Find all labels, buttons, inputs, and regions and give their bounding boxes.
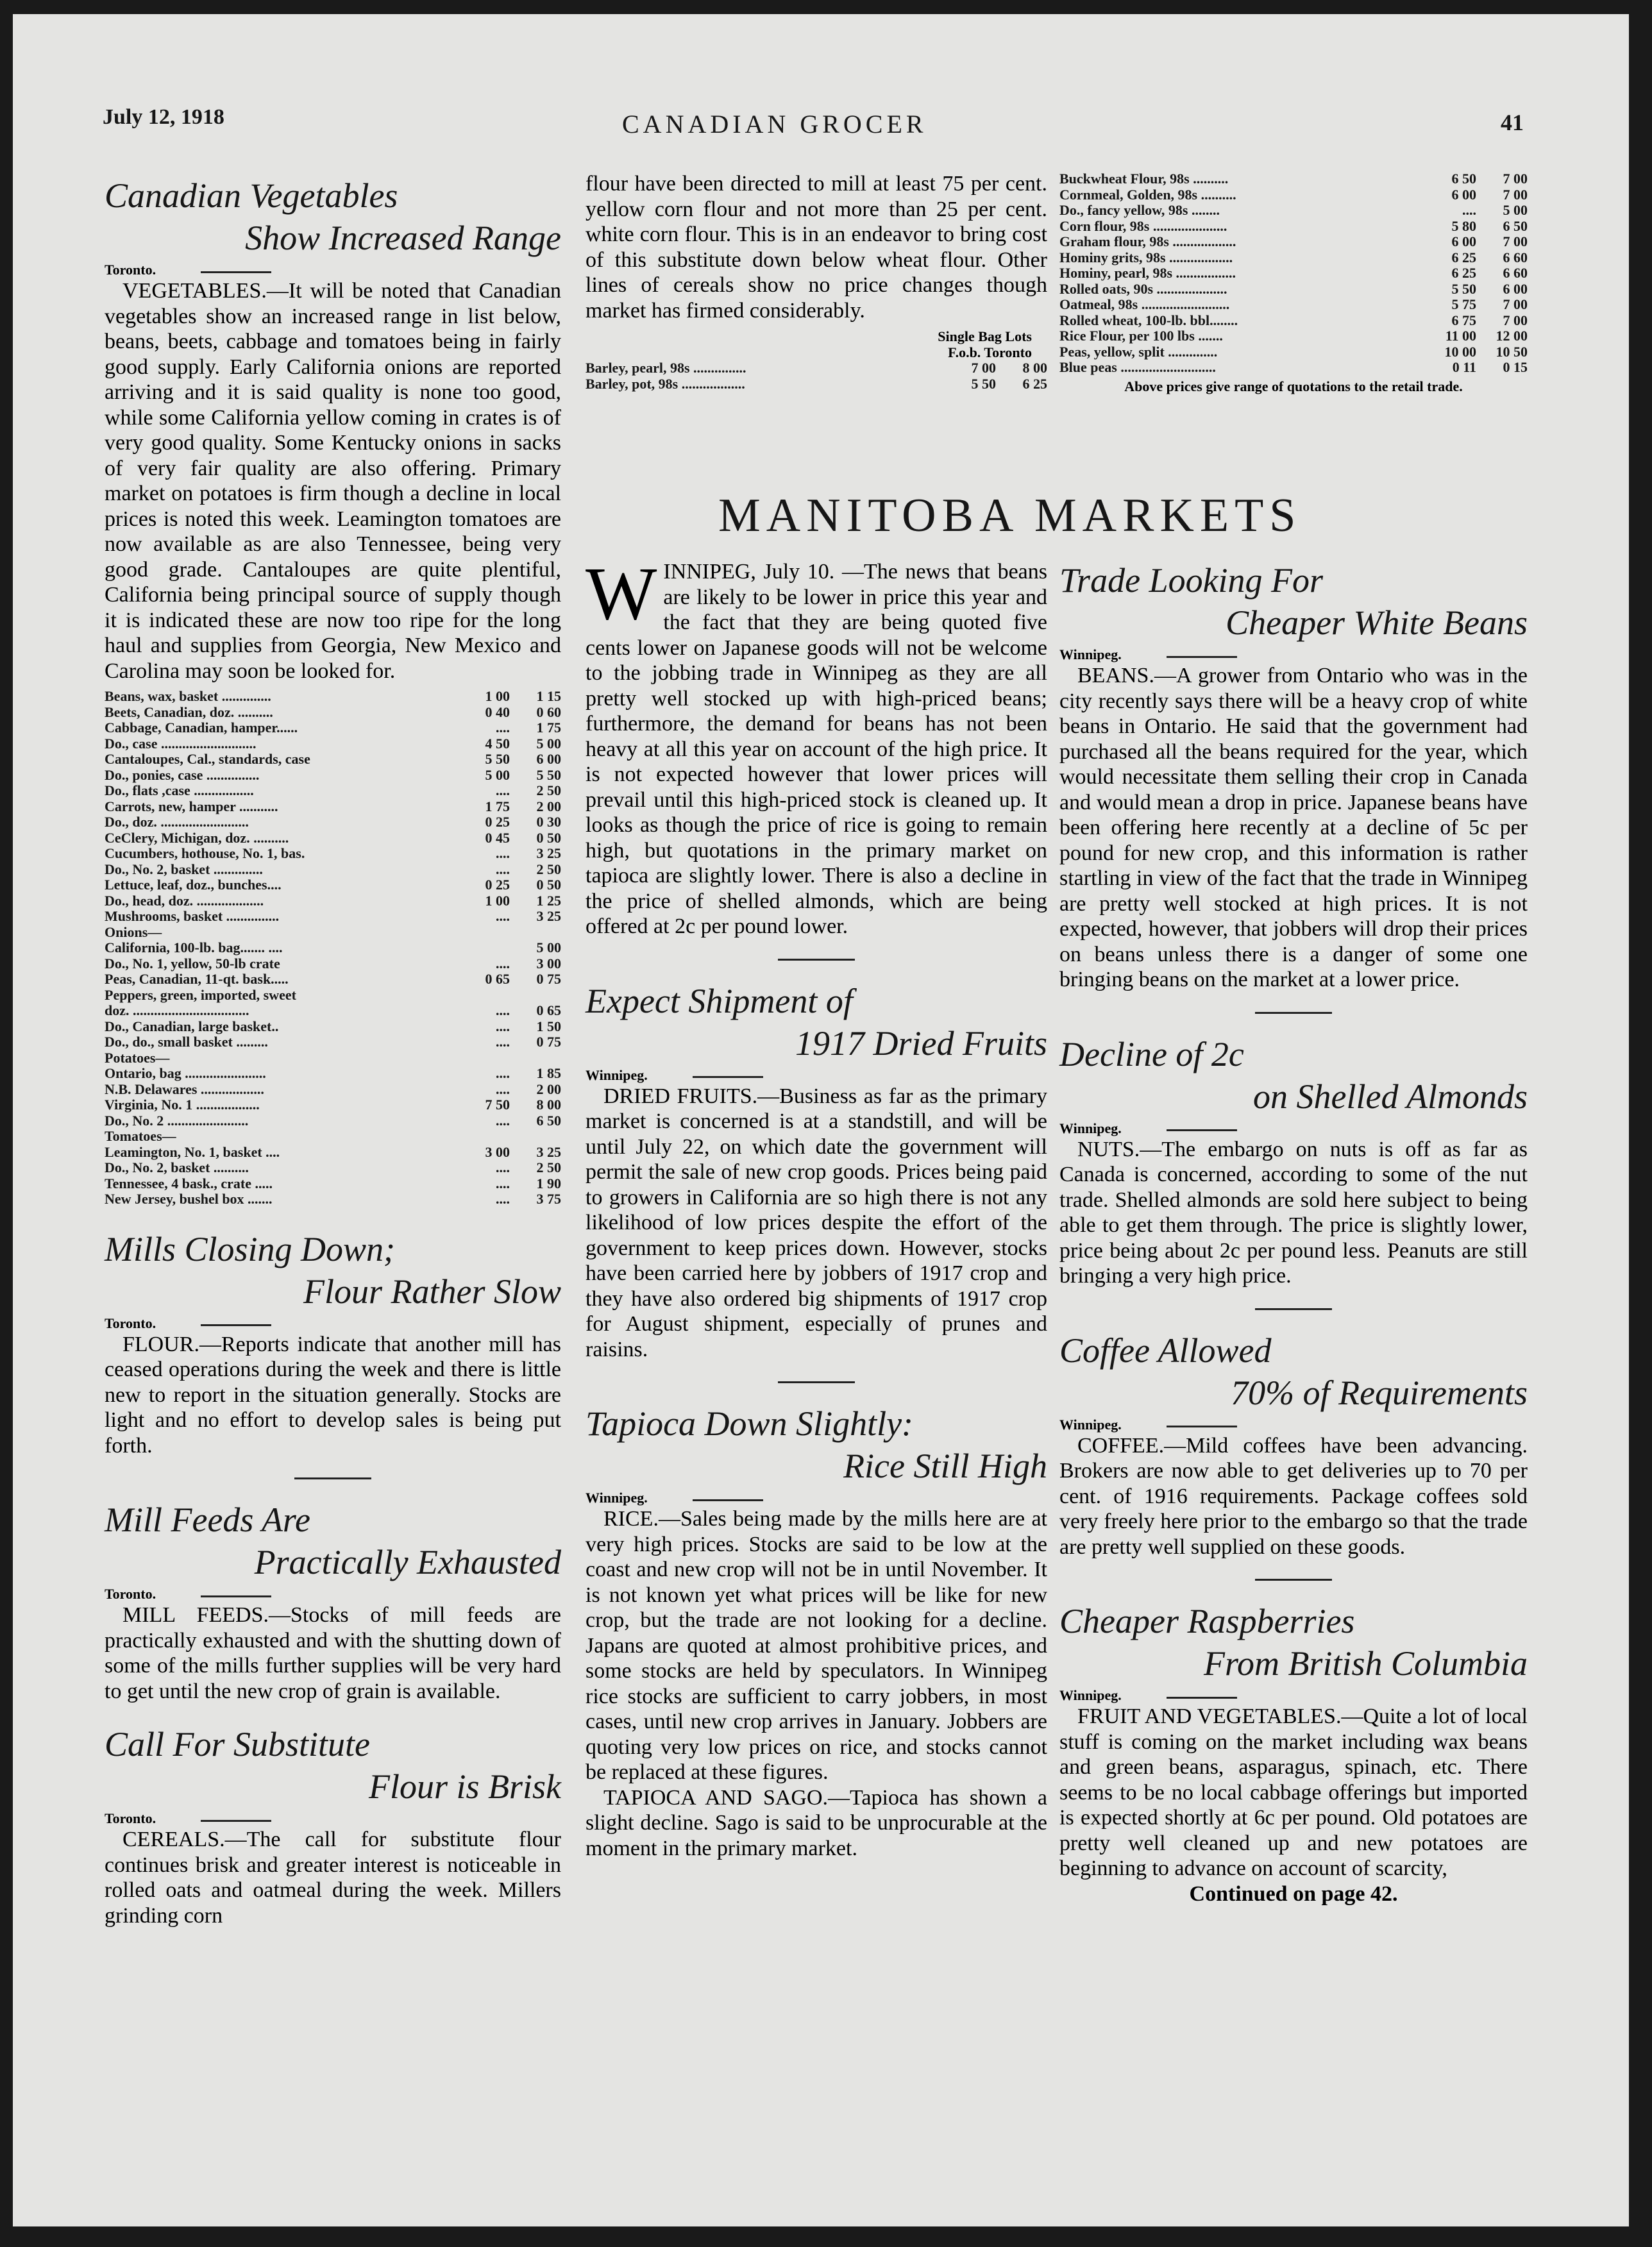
divider <box>294 1477 371 1479</box>
price-value: 0 75 <box>536 971 561 987</box>
price-value: 0 50 <box>536 829 561 846</box>
price-row <box>105 1160 561 1176</box>
price-value: 6 60 <box>1503 265 1528 281</box>
item-label: Rice Flour, per 100 lbs ....... <box>1059 328 1223 344</box>
item-label: Buckwheat Flour, 98s .......... <box>1059 171 1229 187</box>
item-label: Do., flats ,case ................. <box>105 783 254 798</box>
continued-note: Continued on page 42. <box>1189 1881 1398 1906</box>
price-value: 3 25 <box>536 845 561 861</box>
price-value <box>459 925 510 941</box>
price-row <box>105 1019 561 1035</box>
price-value: 0 40 <box>485 703 510 720</box>
price-value <box>510 988 561 1004</box>
price-row <box>1059 328 1528 344</box>
price-value: 6 00 <box>1451 233 1476 249</box>
item-label: Cucumbers, hothouse, No. 1, bas. <box>105 846 305 861</box>
price-value: .... <box>496 1002 510 1018</box>
article-body: COFFEE.—Mild coffees have been advancing. Brokers are now able to get deliveries up to 70 per cent. of 1916 requirements. Package coffees sold very freely here prior to the embargo so that the trade are pretty well supplied on these goods. <box>1059 1433 1528 1559</box>
price-value: 0 30 <box>536 814 561 830</box>
column-middle-top <box>586 171 1047 392</box>
price-value: .... <box>496 845 510 861</box>
item-label: doz. ................................. <box>105 1003 249 1018</box>
price-value: 8 00 <box>536 1097 561 1113</box>
price-row <box>105 956 561 972</box>
flour-price-table <box>1059 171 1528 376</box>
price-value: 0 65 <box>536 1002 561 1018</box>
price-value: 6 00 <box>1503 280 1528 297</box>
price-row <box>105 893 561 909</box>
price-value: 6 50 <box>1503 217 1528 234</box>
article-body: CEREALS.—The call for substitute flour continues brisk and greater interest is noticeable in rolled oats and oatmeal during the week. Millers grinding corn <box>105 1828 561 1928</box>
article-body: DRIED FRUITS.—Business as far as the primary market is concerned is at a standstill, and will be until July 22, on which date the government will permit the sale of new crop goods. Prices being paid to growers in California are so high there is not any likelihood of low prices despite the effort of the government to keep prices down. However, stocks have been carried here by jobbers of 1917 crop and they have also ordered big shipments of 1917 crop for August shipment, especially of prunes and raisins. <box>586 1084 1047 1361</box>
price-row <box>1059 313 1528 329</box>
price-value: 2 50 <box>536 861 561 877</box>
price-row <box>105 705 561 721</box>
manitoba-intro: WINNIPEG, July 10. —The news that beans are likely to be lower in price this year and the fact that they are being quoted five cents lower on Japanese goods will not be welcome to the jobbing trade in Winnipeg as they are all pretty well stocked up with high-priced beans; furthermore, the demand for beans has not been heavy at all this year on account of the high price. It is not expected however that lower prices will prevail until this high-priced stock is cleaned up. It looks as though the price of rice is going to remain high, but quotations in the primary market on tapioca are slightly lower. There is also a decline in the price of shelled almonds, which are being offered at 2c per pound lower. <box>586 551 1047 938</box>
price-value <box>459 1129 510 1145</box>
section-heading: Tapioca Down Slightly: Rice Still High <box>586 1404 1047 1485</box>
price-row <box>105 925 561 941</box>
price-value: 6 25 <box>1022 375 1047 392</box>
item-label: Do., ponies, case ............... <box>105 767 260 783</box>
price-row <box>105 1129 561 1145</box>
price-value: 0 25 <box>485 877 510 893</box>
article-body: FRUIT AND VEGETABLES.—Quite a lot of local stuff is coming on the market including wax beans and green beans, asparagus, spinach, etc. There seems to be no local cabbage offerings but imported is expected shortly at 6c per pound. Old potatoes are pretty well cleaned up and new potatoes are beginning to advance on account of scarcity, Continued on page 42. <box>1059 1704 1528 1906</box>
price-value: 5 50 <box>485 751 510 767</box>
dateline: Winnipeg. <box>586 1066 648 1083</box>
issue-date: July 12, 1918 <box>103 105 224 129</box>
price-row <box>105 689 561 705</box>
price-row <box>1059 265 1528 282</box>
price-value <box>510 1050 561 1066</box>
price-row <box>105 846 561 862</box>
article-body: NUTS.—The embargo on nuts is off as far as Canada is concerned, according to some of the nut trade. Shelled almonds are sold here subject to being able to get them through. The price is slightly lower, price being about 2c per pound less. Peanuts are still bringing a very high price. <box>1059 1137 1528 1288</box>
article-body: FLOUR.—Reports indicate that another mill has ceased operations during the week and there is little new to report in the situation generally. Stocks are light and no effort to develop sales is being put forth. <box>105 1332 561 1458</box>
price-row <box>105 1082 561 1098</box>
price-value: 7 50 <box>485 1097 510 1113</box>
price-value: 10 00 <box>1444 343 1476 360</box>
item-label: Beans, wax, basket .............. <box>105 689 271 704</box>
price-value: .... <box>496 1191 510 1207</box>
price-value: 5 75 <box>1451 296 1476 312</box>
price-row <box>105 814 561 830</box>
item-label: Ontario, bag ....................... <box>105 1066 266 1081</box>
price-value: 0 60 <box>536 703 561 720</box>
price-row <box>1059 360 1528 376</box>
item-label: Do., case ........................... <box>105 736 257 752</box>
article-body: flour have been directed to mill at least 75 per cent. yellow corn flour and not more than 25 per cent. white corn flour. This is in an endeavor to bring cost of this substitute down below wheat flour. Other lines of cereals show no price changes though market has firmed considerably. <box>586 172 1047 323</box>
article-body: BEANS.—A grower from Ontario who was in the city recently says there will be a heavy crop of white beans in Ontario. He said that the government had purchased all the beans required for the year, which would necessitate them selling their crop in Canada and would mean a drop in price. Japanese beans have been offering here recently at a decline of 5c per pound for new crop, and this information is rather startling in view of the fact that the trade in Winnipeg are pretty well stocked at high prices. It is not expected, however, that jobbers will drop their prices on beans unless there is a danger of some one bringing beans on the market at a lower price. <box>1059 664 1528 991</box>
column-left <box>105 174 561 1928</box>
price-row <box>105 1097 561 1113</box>
price-row <box>105 830 561 846</box>
barley-price-table <box>586 360 1047 392</box>
drop-cap: W <box>586 551 657 635</box>
price-value: 1 00 <box>485 688 510 704</box>
price-value: 6 50 <box>1451 171 1476 187</box>
price-row <box>105 909 561 925</box>
price-value <box>510 925 561 941</box>
price-row <box>1059 344 1528 360</box>
divider <box>1255 1012 1332 1014</box>
price-value: 0 25 <box>485 814 510 830</box>
price-value: 3 00 <box>536 955 561 972</box>
item-label: Do., No. 2, basket .............. <box>105 861 263 877</box>
price-row <box>105 862 561 878</box>
dateline: Toronto. <box>105 1810 156 1826</box>
item-label: Do., do., small basket ......... <box>105 1034 268 1050</box>
item-label: Do., Canadian, large basket.. <box>105 1018 279 1034</box>
price-value: .... <box>496 1065 510 1081</box>
item-label: Potatoes— <box>105 1050 170 1066</box>
item-label: Corn flour, 98s ..................... <box>1059 218 1227 234</box>
item-label: Barley, pearl, 98s ............... <box>586 360 746 376</box>
price-value: 4 50 <box>485 735 510 752</box>
section-heading: Mill Feeds Are Practically Exhausted <box>105 1501 561 1581</box>
price-value: 6 25 <box>1451 249 1476 265</box>
price-value: 7 00 <box>1503 296 1528 312</box>
column-right-top <box>1059 171 1528 395</box>
price-row <box>105 1176 561 1192</box>
item-label: Hominy, pearl, 98s ................. <box>1059 265 1236 281</box>
item-label: New Jersey, bushel box ....... <box>105 1191 273 1207</box>
item-label: Beets, Canadian, doz. .......... <box>105 704 273 720</box>
price-row <box>105 752 561 768</box>
price-value: 3 00 <box>485 1143 510 1160</box>
section-heading: Cheaper Raspberries From British Columbia <box>1059 1602 1528 1683</box>
divider <box>1255 1308 1332 1310</box>
price-value: 6 00 <box>1451 186 1476 203</box>
price-value <box>459 988 510 1004</box>
price-value: .... <box>496 1159 510 1175</box>
divider <box>1255 1579 1332 1581</box>
vegetable-price-table <box>105 689 561 1208</box>
price-row <box>105 1145 561 1161</box>
newspaper-page <box>13 14 1629 2226</box>
item-label: Cornmeal, Golden, 98s .......... <box>1059 187 1236 203</box>
item-label: Leamington, No. 1, basket .... <box>105 1144 280 1160</box>
price-row <box>105 1050 561 1066</box>
price-value: 0 50 <box>536 877 561 893</box>
price-value: 1 25 <box>536 892 561 909</box>
item-label: Cantaloupes, Cal., standards, case <box>105 752 310 767</box>
price-value: 6 25 <box>1451 265 1476 281</box>
price-row <box>105 877 561 893</box>
item-label: Graham flour, 98s .................. <box>1059 234 1236 249</box>
dateline: Winnipeg. <box>1059 1120 1122 1136</box>
price-row <box>586 360 1047 376</box>
price-value: 0 15 <box>1503 359 1528 375</box>
price-value: 6 00 <box>536 751 561 767</box>
section-heading: Expect Shipment of 1917 Dried Fruits <box>586 981 1047 1063</box>
article-body: VEGETABLES.—It will be noted that Canadian vegetables show an increased range in list below, beans, beets, cabbage and tomatoes being in fairly good supply. Early California onions are reported arriving and it is said quality is none too good, while some California yellow coming in crates is of very good quality. Some Kentucky onions in sacks of very fair quality are also offering. Primary market on potatoes is firm though a decline in local prices is noted this week. Leamington tomatoes are now available as are also Tennessee, being very good grade. Cantaloupes are quite plentiful, California being principal source of supply though it is indicated these are now too ripe for the long haul and supplies from Georgia, New Mexico and Carolina may soon be looked for. <box>105 279 561 683</box>
price-value: 7 00 <box>1503 171 1528 187</box>
price-value: .... <box>496 1112 510 1129</box>
item-label: Do., No. 1, yellow, 50-lb crate <box>105 955 280 972</box>
item-label: Lettuce, leaf, doz., bunches.... <box>105 877 282 893</box>
price-value: 8 00 <box>1022 360 1047 376</box>
price-row <box>105 1191 561 1208</box>
price-value: 0 65 <box>485 971 510 987</box>
section-heading: Decline of 2c on Shelled Almonds <box>1059 1034 1528 1116</box>
divider <box>778 959 855 961</box>
price-value: 0 45 <box>485 829 510 846</box>
price-value: 1 75 <box>536 720 561 736</box>
price-value <box>459 1050 510 1066</box>
item-label: Blue peas ........................... <box>1059 360 1216 375</box>
price-row <box>105 940 561 956</box>
price-row <box>1059 171 1528 187</box>
price-value: 6 60 <box>1503 249 1528 265</box>
price-row <box>1059 187 1528 203</box>
price-value: 0 75 <box>536 1034 561 1050</box>
dateline: Winnipeg. <box>1059 646 1122 662</box>
price-value: 1 85 <box>536 1065 561 1081</box>
item-label: California, 100-lb. bag....... .... <box>105 940 283 955</box>
price-value <box>510 1129 561 1145</box>
price-value: 1 00 <box>485 892 510 909</box>
price-value: 5 50 <box>971 375 996 392</box>
dateline: Toronto. <box>105 1586 156 1602</box>
item-label: Do., doz. ......................... <box>105 814 249 830</box>
price-row <box>105 783 561 799</box>
price-row <box>105 736 561 752</box>
price-value: .... <box>496 955 510 972</box>
dateline: Toronto. <box>105 262 156 278</box>
price-value: 12 00 <box>1496 328 1528 344</box>
price-row <box>105 1003 561 1019</box>
dateline: Toronto. <box>105 1315 156 1331</box>
section-heading: Trade Looking For Cheaper White Beans <box>1059 561 1528 642</box>
price-value: 5 50 <box>536 766 561 783</box>
price-row <box>105 720 561 736</box>
price-value: 1 50 <box>536 1018 561 1034</box>
price-value: 5 00 <box>536 735 561 752</box>
dateline: Winnipeg. <box>1059 1687 1122 1703</box>
price-value: .... <box>496 1175 510 1191</box>
price-value: 7 00 <box>971 360 996 376</box>
item-label: Onions— <box>105 924 162 940</box>
column-middle-lower <box>586 551 1047 1861</box>
price-value: 2 50 <box>536 1159 561 1175</box>
item-label: Hominy grits, 98s .................. <box>1059 249 1233 265</box>
price-value: 7 00 <box>1503 312 1528 328</box>
item-label: Virginia, No. 1 .................. <box>105 1097 260 1113</box>
manitoba-markets-title: MANITOBA MARKETS <box>718 489 1302 542</box>
dateline: Winnipeg. <box>586 1490 648 1506</box>
publication-title: CANADIAN GROCER <box>622 110 927 139</box>
price-row <box>1059 234 1528 250</box>
price-value <box>459 940 510 956</box>
price-row <box>105 768 561 784</box>
price-row <box>105 972 561 988</box>
price-value: 7 00 <box>1503 186 1528 203</box>
item-label: Barley, pot, 98s .................. <box>586 376 745 392</box>
price-value: 3 25 <box>536 908 561 924</box>
dateline: Winnipeg. <box>1059 1416 1122 1433</box>
price-value: 2 00 <box>536 1081 561 1097</box>
price-value: 5 80 <box>1451 217 1476 234</box>
price-value: 6 50 <box>536 1112 561 1129</box>
price-row <box>586 376 1047 392</box>
price-value: 7 00 <box>1503 233 1528 249</box>
section-heading: Coffee Allowed 70% of Requirements <box>1059 1331 1528 1412</box>
price-value: 1 90 <box>536 1175 561 1191</box>
price-value: 1 15 <box>536 688 561 704</box>
price-value: 5 50 <box>1451 280 1476 297</box>
price-value: .... <box>496 1081 510 1097</box>
price-value: 10 50 <box>1496 343 1528 360</box>
price-row <box>105 988 561 1004</box>
item-label: Tomatoes— <box>105 1129 176 1144</box>
price-row <box>1059 219 1528 235</box>
price-value: .... <box>496 720 510 736</box>
price-value: .... <box>496 908 510 924</box>
item-label: Do., fancy yellow, 98s ........ <box>1059 203 1220 218</box>
item-label: Peas, Canadian, 11-qt. bask..... <box>105 972 289 987</box>
item-label: Oatmeal, 98s ......................... <box>1059 297 1230 312</box>
item-label: Peppers, green, imported, sweet <box>105 987 296 1003</box>
section-heading: Call For Substitute Flour is Brisk <box>105 1725 561 1806</box>
price-row <box>1059 297 1528 313</box>
price-row <box>1059 203 1528 219</box>
item-label: Tennessee, 4 bask., crate ..... <box>105 1175 273 1191</box>
divider <box>778 1381 855 1383</box>
price-value: 6 75 <box>1451 312 1476 328</box>
price-row <box>105 1113 561 1129</box>
price-row <box>1059 282 1528 298</box>
price-value: .... <box>496 1018 510 1034</box>
price-value: 5 00 <box>1503 202 1528 218</box>
item-label: Do., head, doz. ................... <box>105 893 264 909</box>
article-body: MILL FEEDS.—Stocks of mill feeds are practically exhausted and with the shutting down of some of the mills further supplies will be very hard to get until the new crop of grain is available. <box>105 1603 561 1703</box>
item-label: Mushrooms, basket ............... <box>105 909 280 924</box>
price-value: .... <box>496 861 510 877</box>
table-header: Single Bag Lots F.o.b. Toronto <box>938 328 1032 360</box>
price-value: 5 00 <box>536 939 561 955</box>
price-value: .... <box>1462 202 1476 218</box>
page-number: 41 <box>1501 110 1524 135</box>
price-row <box>105 1034 561 1050</box>
item-label: Rolled oats, 90s .................... <box>1059 281 1227 297</box>
price-value: 0 11 <box>1452 359 1476 375</box>
price-value: 2 00 <box>536 798 561 814</box>
price-value: 5 00 <box>485 766 510 783</box>
item-label: N.B. Delawares .................. <box>105 1081 264 1097</box>
item-label: Rolled wheat, 100-lb. bbl........ <box>1059 312 1238 328</box>
item-label: Peas, yellow, split .............. <box>1059 344 1218 360</box>
price-value: 2 50 <box>536 782 561 798</box>
price-value: 3 25 <box>536 1143 561 1160</box>
price-row <box>105 1066 561 1082</box>
section-heading: Mills Closing Down; Flour Rather Slow <box>105 1229 561 1311</box>
price-value: .... <box>496 1034 510 1050</box>
price-value: 11 00 <box>1445 328 1476 344</box>
price-value: 3 75 <box>536 1191 561 1207</box>
item-label: Carrots, new, hamper ........... <box>105 798 278 814</box>
price-row <box>1059 250 1528 266</box>
item-label: CeClery, Michigan, doz. .......... <box>105 830 289 846</box>
price-value: .... <box>496 782 510 798</box>
column-right-lower <box>1059 559 1528 1906</box>
article-body: RICE.—Sales being made by the mills here are at very high prices. Stocks are said to be low at the coast and new crop will not be in until November. It is not known yet what prices will be like for new crop, but the trade are not looking for a decline. Japans are quoted at almost prohibitive prices, and some stocks are held by speculators. In Winnipeg rice stocks are sufficient to carry jobbers, in most cases, until new crop arrives in January. Jobbers are quoting very low prices on rice, and stocks cannot be replaced at these figures. TAPIOCA AND SAGO.—Tapioca has shown a slight decline. Sago is said to be unprocurable at the moment in the primary market. <box>586 1507 1047 1860</box>
item-label: Cabbage, Canadian, hamper...... <box>105 720 298 736</box>
price-note: Above prices give range of quotations to the retail trade. <box>1124 378 1463 394</box>
section-heading: Canadian Vegetables Show Increased Range <box>105 176 561 257</box>
item-label: Do., No. 2 ....................... <box>105 1113 249 1129</box>
price-row <box>105 799 561 815</box>
price-value: 1 75 <box>485 798 510 814</box>
item-label: Do., No. 2, basket .......... <box>105 1160 249 1175</box>
